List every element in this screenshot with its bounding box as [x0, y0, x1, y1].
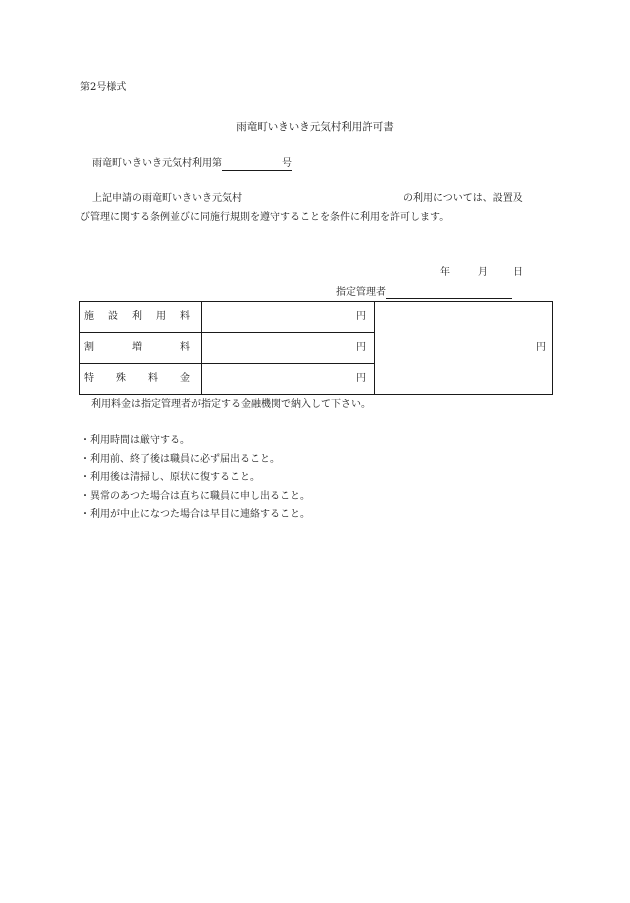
rule-item: ・利用が中止になつた場合は早目に連絡すること。	[80, 509, 310, 521]
fee-label-char: 増	[132, 342, 142, 353]
paragraph-line1-start: 上記申請の雨竜町いきいき元気村	[92, 193, 242, 204]
document-title: 雨竜町いきいき元気村利用許可書	[236, 121, 394, 133]
permit-number-prefix: 雨竜町いきいき元気村利用第	[92, 158, 222, 169]
rule-item: ・利用後は清掃し、原状に復すること。	[80, 472, 260, 484]
fee-label-facility	[80, 302, 202, 333]
fee-label-char: 料	[180, 342, 190, 353]
date-day: 日	[513, 267, 523, 278]
rule-item: ・利用時間は厳守する。	[80, 435, 190, 446]
fee-label-char: 殊	[116, 373, 126, 384]
fee-amount-special: 円	[202, 364, 375, 395]
fee-table	[79, 301, 553, 395]
fee-label-char: 料	[148, 373, 158, 384]
date-month: 月	[478, 267, 488, 278]
fee-label-char: 用	[156, 311, 166, 322]
paragraph-line2: び管理に関する条例並びに同施行規則を遵守することを条件に利用を許可します。	[80, 212, 450, 223]
fee-label-char: 利	[132, 311, 142, 322]
payment-note: 利用料金は指定管理者が指定する金融機関で納入して下さい。	[91, 399, 371, 410]
form-number: 第2号様式	[80, 82, 127, 93]
fee-label-char: 金	[180, 373, 190, 384]
rule-item: ・異常のあつた場合は直ちに職員に申し出ること。	[80, 490, 310, 502]
rules-list	[80, 435, 310, 528]
designated-manager-line	[336, 287, 512, 299]
fee-label-char: 特	[84, 373, 94, 384]
permit-number-suffix: 号	[282, 158, 292, 169]
fee-row-facility	[80, 302, 553, 333]
designated-manager-label: 指定管理者	[336, 287, 386, 298]
permit-number-blank	[222, 159, 282, 171]
fee-label-char: 設	[108, 311, 118, 322]
fee-amount-facility: 円	[202, 302, 375, 333]
fee-label-char: 施	[84, 311, 94, 322]
paragraph-line1-end: の利用については、設置及	[403, 193, 523, 204]
permit-number-line	[92, 158, 292, 171]
fee-label-special	[80, 364, 202, 395]
rule-item: ・利用前、終了後は職員に必ず届出ること。	[80, 453, 280, 465]
fee-amount-surcharge: 円	[202, 333, 375, 364]
fee-label-surcharge	[80, 333, 202, 364]
fee-label-char: 割	[84, 342, 94, 353]
date-year: 年	[440, 267, 450, 278]
fee-label-char: 料	[180, 311, 190, 322]
designated-manager-blank	[386, 287, 512, 299]
fee-total: 円	[375, 302, 553, 395]
